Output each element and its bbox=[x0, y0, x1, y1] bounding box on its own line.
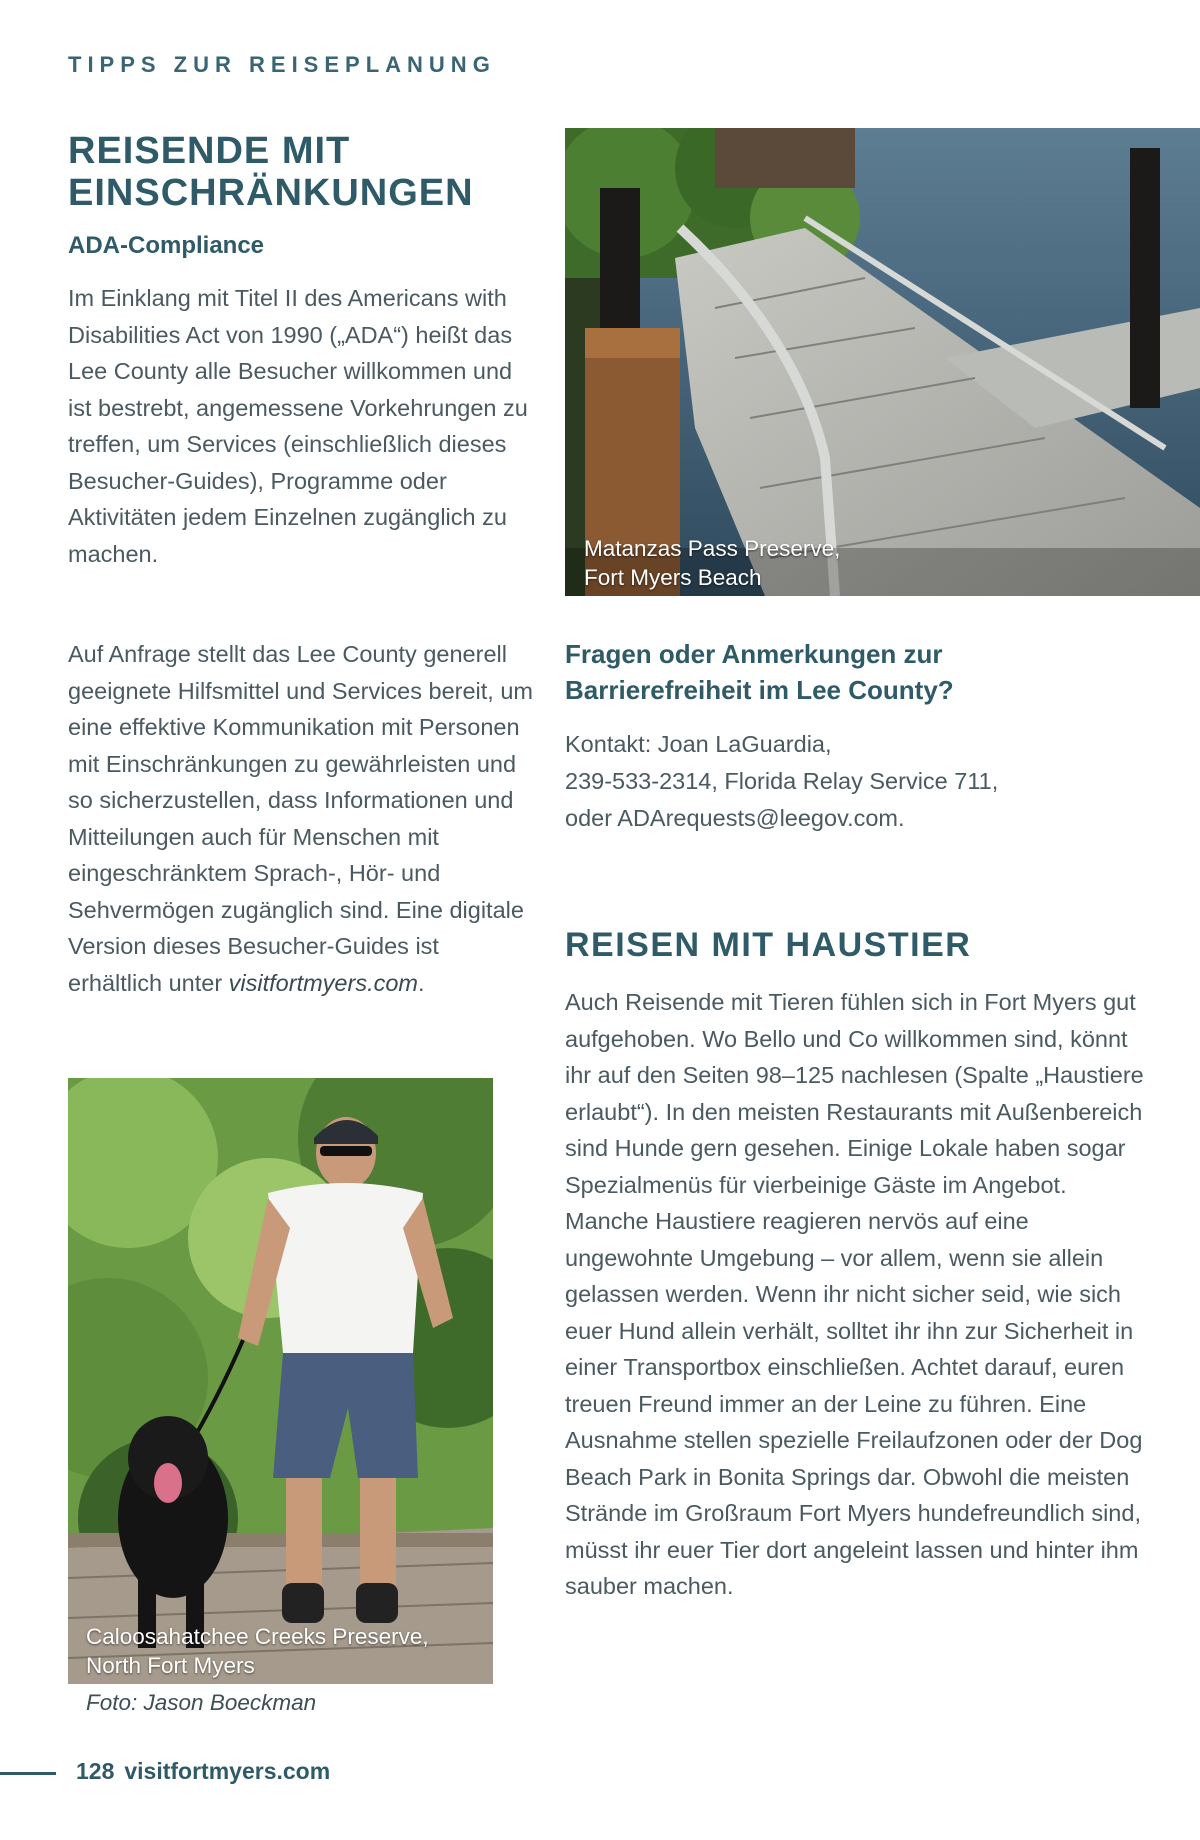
pets-title: REISEN MIT HAUSTIER bbox=[565, 926, 972, 964]
footer-site[interactable]: visitfortmyers.com bbox=[124, 1758, 331, 1784]
ada-paragraph-2-end: . bbox=[418, 969, 425, 996]
dog-walk-photo bbox=[68, 1078, 493, 1684]
website-link[interactable]: visitfortmyers.com bbox=[228, 969, 418, 996]
accessibility-contact bbox=[565, 726, 1125, 837]
accessibility-question-line-2: Barrierefreiheit im Lee County? bbox=[565, 675, 954, 705]
contact-line-2: 239-533-2314, Florida Relay Service 711, bbox=[565, 768, 999, 794]
dog-walk-photo-caption-line-1: Caloosahatchee Creeks Preserve, bbox=[86, 1624, 429, 1649]
dog-walk-photo-caption-line-2: North Fort Myers bbox=[86, 1653, 255, 1678]
main-title-line-1: REISENDE MIT bbox=[68, 130, 351, 172]
dog-walk-photo-illustration bbox=[68, 1078, 493, 1684]
dock-photo-illustration bbox=[565, 128, 1200, 596]
page-footer bbox=[76, 1758, 340, 1785]
main-title-line-2: EINSCHRÄNKUNGEN bbox=[68, 172, 474, 214]
pets-paragraph: Auch Reisende mit Tieren fühlen sich in Fort Myers gut aufgehoben. Wo Bello und Co willkommen sind, könnt ihr auf den Seiten 98–125 nachlesen (Spalte „Haustiere erlaubt“). In den meisten Restaurants mit Außenbereich sind Hunde gern gesehen. Einige Lokale haben sogar Spezialmenüs für vierbeinige Gäste im Angebot. Manche Haustiere reagieren nervös auf eine ungewohnte Umgebung – vor allem, wenn sie allein gelassen werden. Wenn ihr nicht sicher seid, wie sich euer Hund allein verhält, solltet ihr ihn zur Sicherheit in einer Transportbox einschließen. Achtet darauf, euren treuen Freund immer an der Leine zu führen. Eine Ausnahme stellen spezielle Freilaufzonen oder der Dog Beach Park in Bonita Springs dar. Obwohl die meisten Strände im Großraum Fort Myers hundefreundlich sind, müsst ihr euer Tier dort angeleint lassen und hinter ihm sauber machen. bbox=[565, 989, 1144, 1599]
dock-photo-caption-line-1: Matanzas Pass Preserve, bbox=[584, 536, 841, 561]
contact-line-3[interactable]: oder ADArequests@leegov.com. bbox=[565, 805, 905, 831]
footer-rule bbox=[0, 1772, 56, 1775]
ada-paragraph-2 bbox=[68, 636, 538, 1001]
photo-credit: Foto: Jason Boeckman bbox=[86, 1690, 317, 1715]
page-number: 128 bbox=[76, 1758, 115, 1784]
contact-line-1: Kontakt: Joan LaGuardia, bbox=[565, 731, 832, 757]
accessibility-question-line-1: Fragen oder Anmerkungen zur bbox=[565, 639, 943, 669]
accessibility-question-title bbox=[565, 636, 1085, 708]
dog-walk-photo-caption bbox=[86, 1622, 429, 1680]
ada-subtitle: ADA-Compliance bbox=[68, 232, 265, 259]
ada-paragraph-2-text: Auf Anfrage stellt das Lee County generell geeignete Hilfsmittel und Services bereit, um eine effektive Kommunikation mit Personen mit Einschränkungen zu gewährleisten und so sicherzustellen, dass Informationen und Mitteilungen auch für Menschen mit eingeschränktem Sprach-, Hör- und Sehvermögen zugänglich sind. Eine digitale Version dieses Besucher-Guides ist erhältlich unter bbox=[68, 641, 533, 996]
section-kicker: TIPPS ZUR REISEPLANUNG bbox=[68, 52, 496, 77]
dock-photo-caption bbox=[584, 534, 840, 592]
main-title bbox=[68, 130, 528, 214]
ada-paragraph-1: Im Einklang mit Titel II des Americans with Disabilities Act von 1990 („ADA“) heißt das Lee County alle Besucher willkommen und ist bestrebt, angemessene Vorkehrungen zu treffen, um Services (einschließlich dieses Besucher-Guides), Programme oder Aktivitäten jedem Einzelnen zugänglich zu machen. bbox=[68, 285, 528, 567]
dock-photo-caption-line-2: Fort Myers Beach bbox=[584, 565, 762, 590]
dock-photo bbox=[565, 128, 1200, 596]
